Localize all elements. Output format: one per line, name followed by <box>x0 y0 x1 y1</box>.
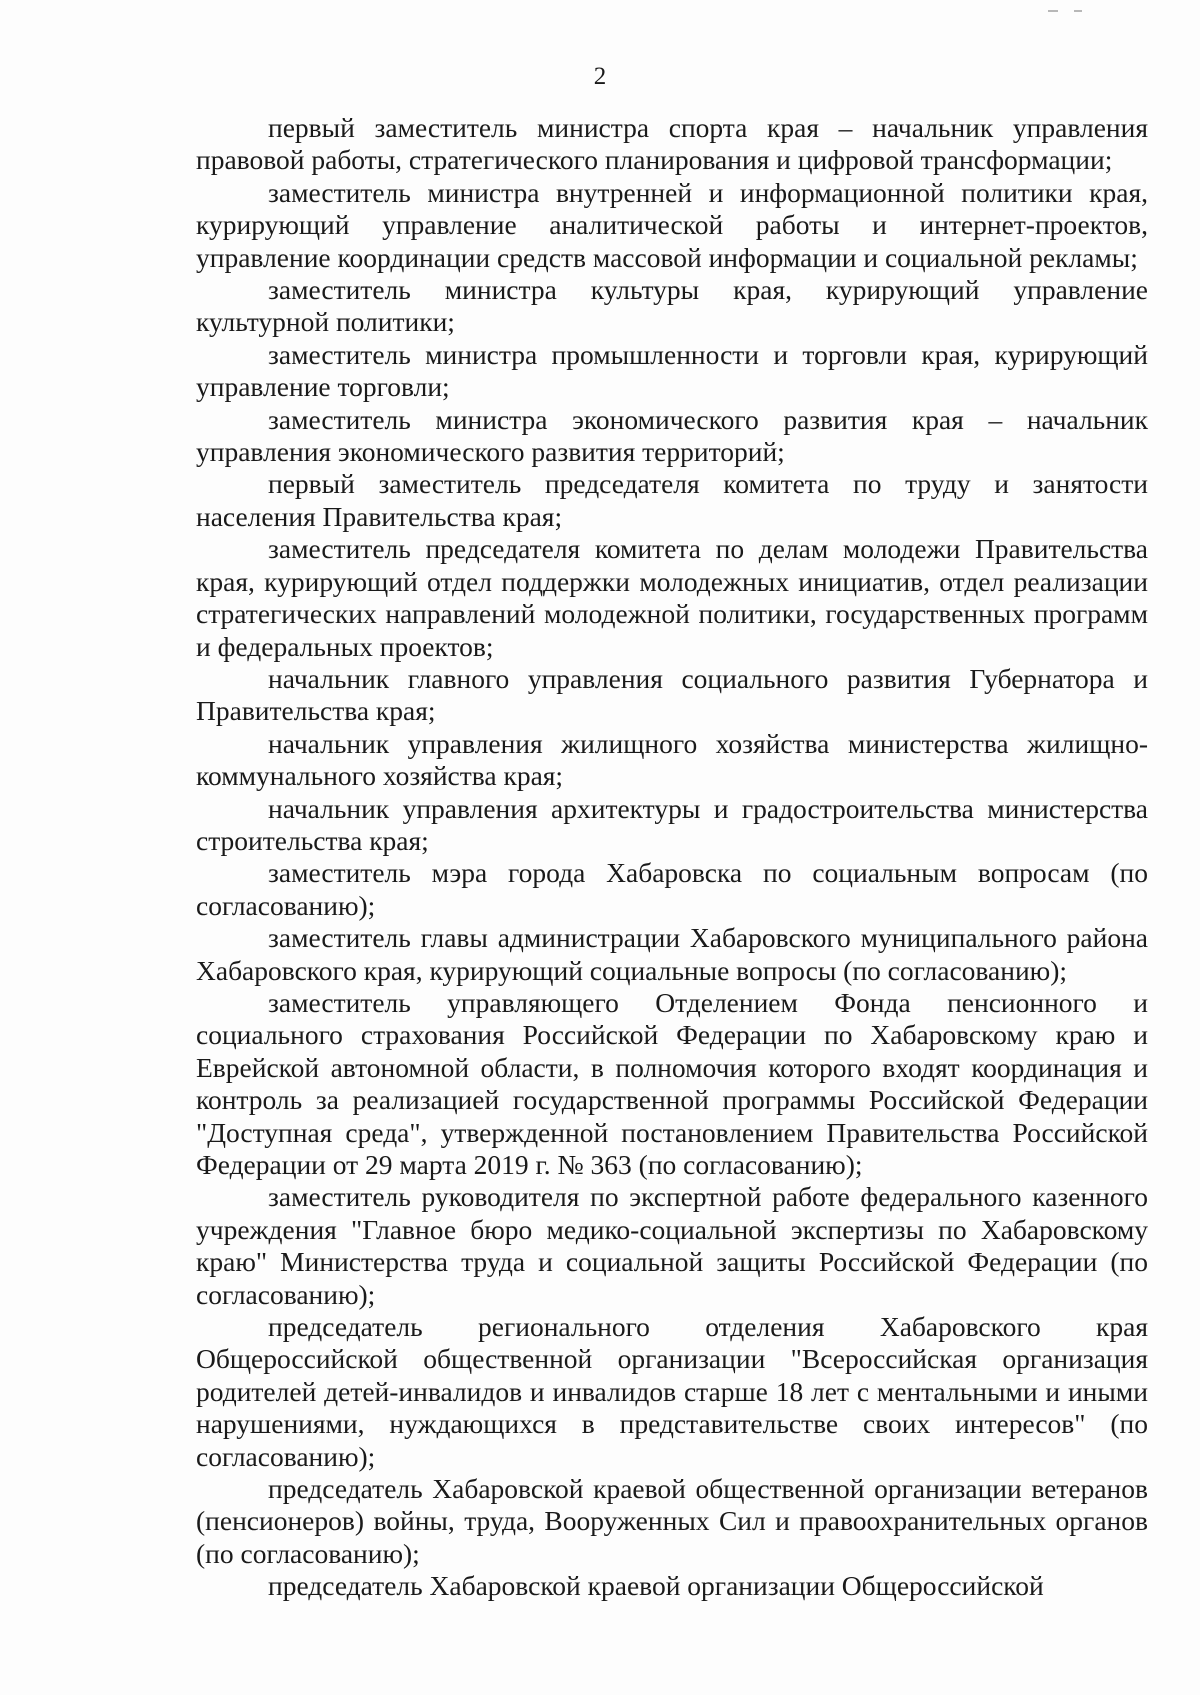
paragraph: заместитель министра промышленности и торговли края, курирующий управление торговли; <box>196 338 1148 403</box>
paragraph: заместитель министра экономического развития края – начальник управления экономического развития территорий; <box>196 403 1148 468</box>
page-number: 2 <box>593 63 607 90</box>
scan-artifact <box>1074 10 1082 12</box>
paragraph: заместитель главы администрации Хабаровского муниципального района Хабаровского края, курирующий социальные вопросы (по согласованию); <box>196 922 1148 986</box>
paragraph: заместитель министра внутренней и информационной политики края, курирующий управление аналитической работы и интернет-проектов, управление координации средств массовой информации и социальной рекламы; <box>196 176 1148 273</box>
paragraph: заместитель руководителя по экспертной работе федерального казенного учреждения "Главное бюро медико-социальной экспертизы по Хабаровскому краю" Министерства труда и социальной защиты Российской Федерации (по согласованию); <box>196 1181 1148 1310</box>
paragraph: заместитель министра культуры края, курирующий управление культурной политики; <box>196 274 1148 338</box>
paragraph: председатель Хабаровской краевой организации Общероссийской <box>268 1570 1044 1602</box>
paragraph: заместитель председателя комитета по делам молодежи Правительства края, курирующий отдел поддержки молодежных инициатив, отдел реализации стратегических направлений молодежной политики, государственных программ и федеральных проектов; <box>196 533 1148 662</box>
document-body <box>196 112 1148 1603</box>
scan-artifact <box>1048 10 1058 12</box>
paragraph: председатель Хабаровской краевой общественной организации ветеранов (пенсионеров) войны, труда, Вооруженных Сил и правоохранительных органов (по согласованию); <box>196 1473 1148 1569</box>
paragraph: председатель регионального отделения Хабаровского края Общероссийской общественной организации "Всероссийская организация родителей детей-инвалидов и инвалидов старше 18 лет с ментальными и иными нарушениями, нуждающихся в представительстве своих интересов" (по согласованию); <box>196 1311 1148 1472</box>
paragraph: начальник управления архитектуры и градостроительства министерства строительства края; <box>196 792 1148 856</box>
paragraph: начальник главного управления социального развития Губернатора и Правительства края; <box>196 662 1148 727</box>
paragraph: заместитель управляющего Отделением Фонда пенсионного и социального страхования Российской Федерации по Хабаровскому краю и Еврейской автономной области, в полномочия которого входят координация и контроль за реализацией государственной программы Российской Федерации "Доступная среда", утвержденной постановлением Правительства Российской Федерации от 29 марта 2019 г. № 363 (по согласованию); <box>196 986 1148 1180</box>
paragraph: начальник управления жилищного хозяйства министерства жилищно-коммунального хозяйства края; <box>196 727 1148 792</box>
paragraph: заместитель мэра города Хабаровска по социальным вопросам (по согласованию); <box>196 857 1148 921</box>
paragraph: первый заместитель министра спорта края – начальник управления правовой работы, стратегического планирования и цифровой трансформации; <box>196 112 1148 176</box>
paragraph: первый заместитель председателя комитета по труду и занятости населения Правительства края; <box>196 468 1148 532</box>
